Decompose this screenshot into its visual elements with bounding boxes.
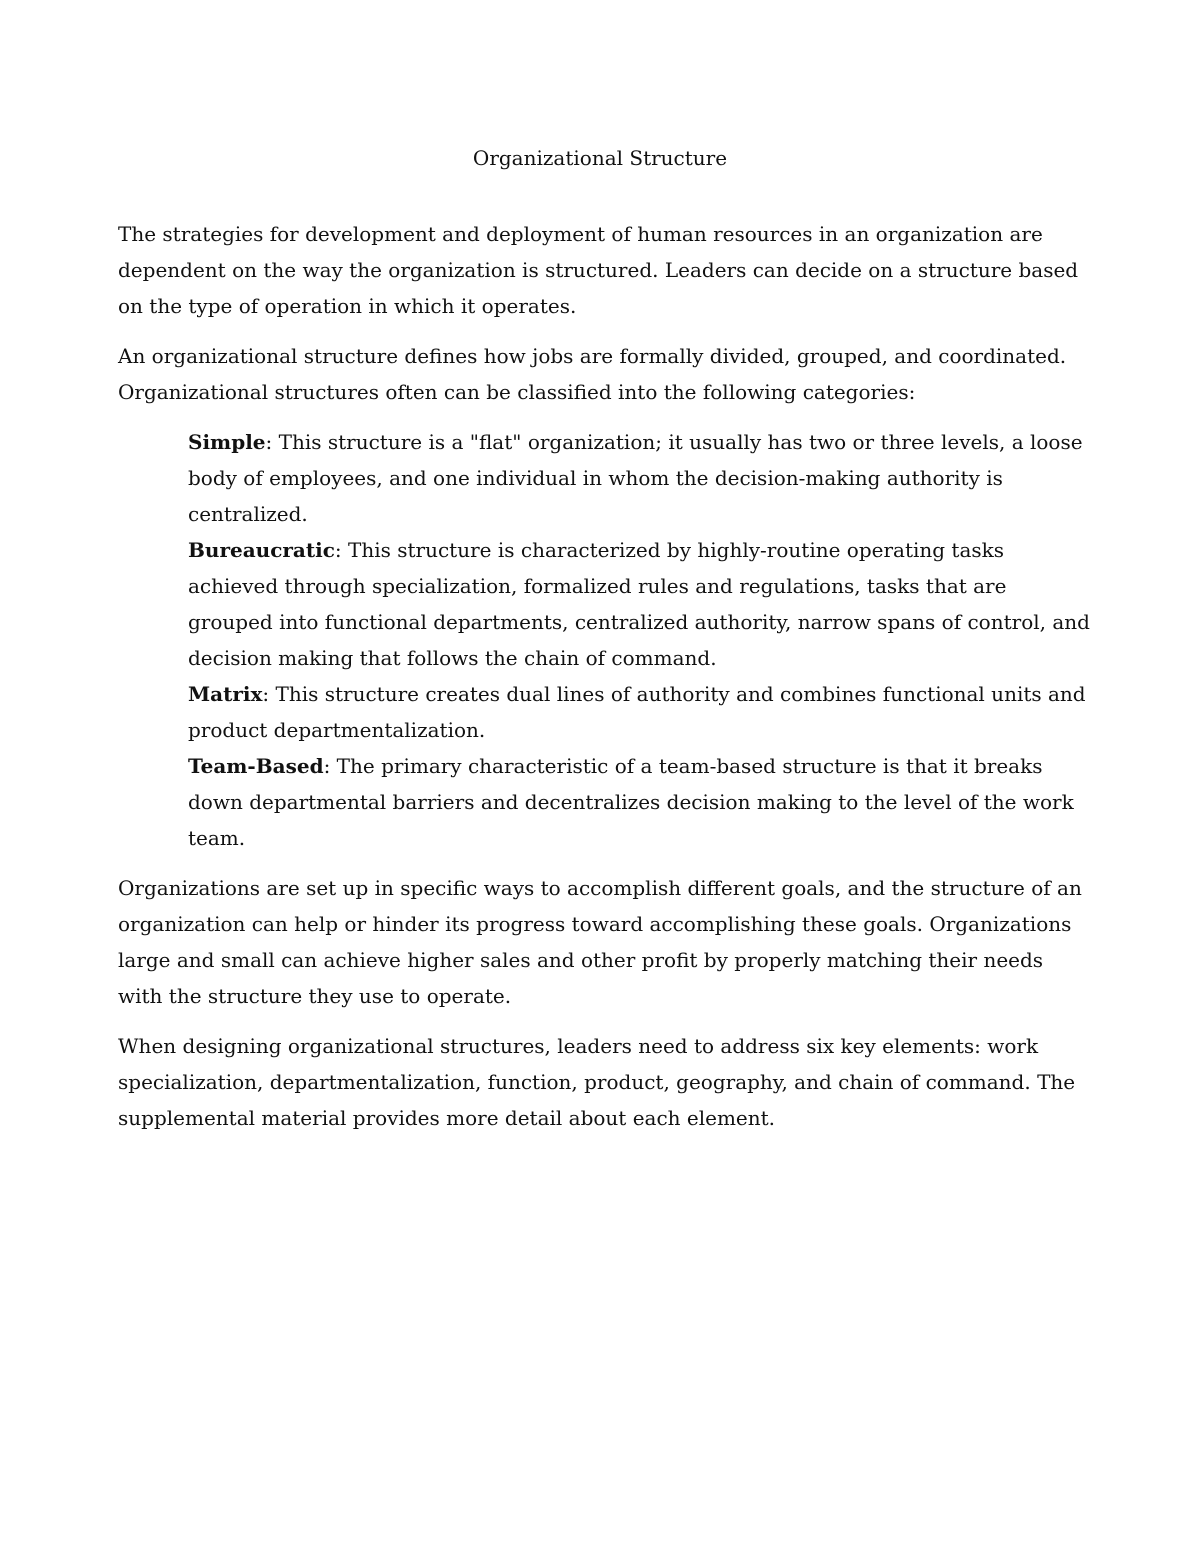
category-term: Simple: [188, 430, 266, 454]
category-description: : The primary characteristic of a team-based structure is that it breaks down departmental barriers and decentralizes decision making to the level of the work team.: [188, 754, 1074, 850]
category-description: : This structure creates dual lines of authority and combines functional units and product departmentalization.: [188, 682, 1086, 742]
structure-categories-list: [188, 424, 1090, 856]
closing-paragraph-1: Organizations are set up in specific ways to accomplish different goals, and the structure of an organization can help or hinder its progress toward accomplishing these goals. Organizations large and small can achieve higher sales and other profit by properly matching their needs with the structure they use to operate.: [118, 876, 1082, 1008]
category-term: Team-Based: [188, 754, 324, 778]
category-description: : This structure is characterized by highly-routine operating tasks achieved through specialization, formalized rules and regulations, tasks that are grouped into functional departments, centralized authority, narrow spans of control, and decision making that follows the chain of command.: [188, 538, 1090, 670]
category-item-simple: [188, 424, 1090, 532]
category-description: : This structure is a "flat" organization; it usually has two or three levels, a loose body of employees, and one individual in whom the decision-making authority is centralized.: [188, 430, 1083, 526]
category-item-bureaucratic: [188, 532, 1090, 676]
category-item-matrix: [188, 676, 1090, 748]
category-term: Matrix: [188, 682, 263, 706]
intro-paragraph-1: The strategies for development and deployment of human resources in an organization are dependent on the way the organization is structured. Leaders can decide on a structure based on the type of operation in which it operates.: [118, 222, 1079, 318]
closing-paragraph-2: When designing organizational structures, leaders need to address six key elements: work specialization, departmentalization, function, product, geography, and chain of command. The supplemental material provides more detail about each element.: [118, 1034, 1076, 1130]
category-item-team-based: [188, 748, 1090, 856]
document-body: [118, 216, 1090, 1150]
document-title: Organizational Structure: [472, 146, 728, 170]
category-term: Bureaucratic: [188, 538, 335, 562]
intro-paragraph-2: An organizational structure defines how jobs are formally divided, grouped, and coordinated. Organizational structures often can be classified into the following categories:: [118, 344, 1067, 404]
